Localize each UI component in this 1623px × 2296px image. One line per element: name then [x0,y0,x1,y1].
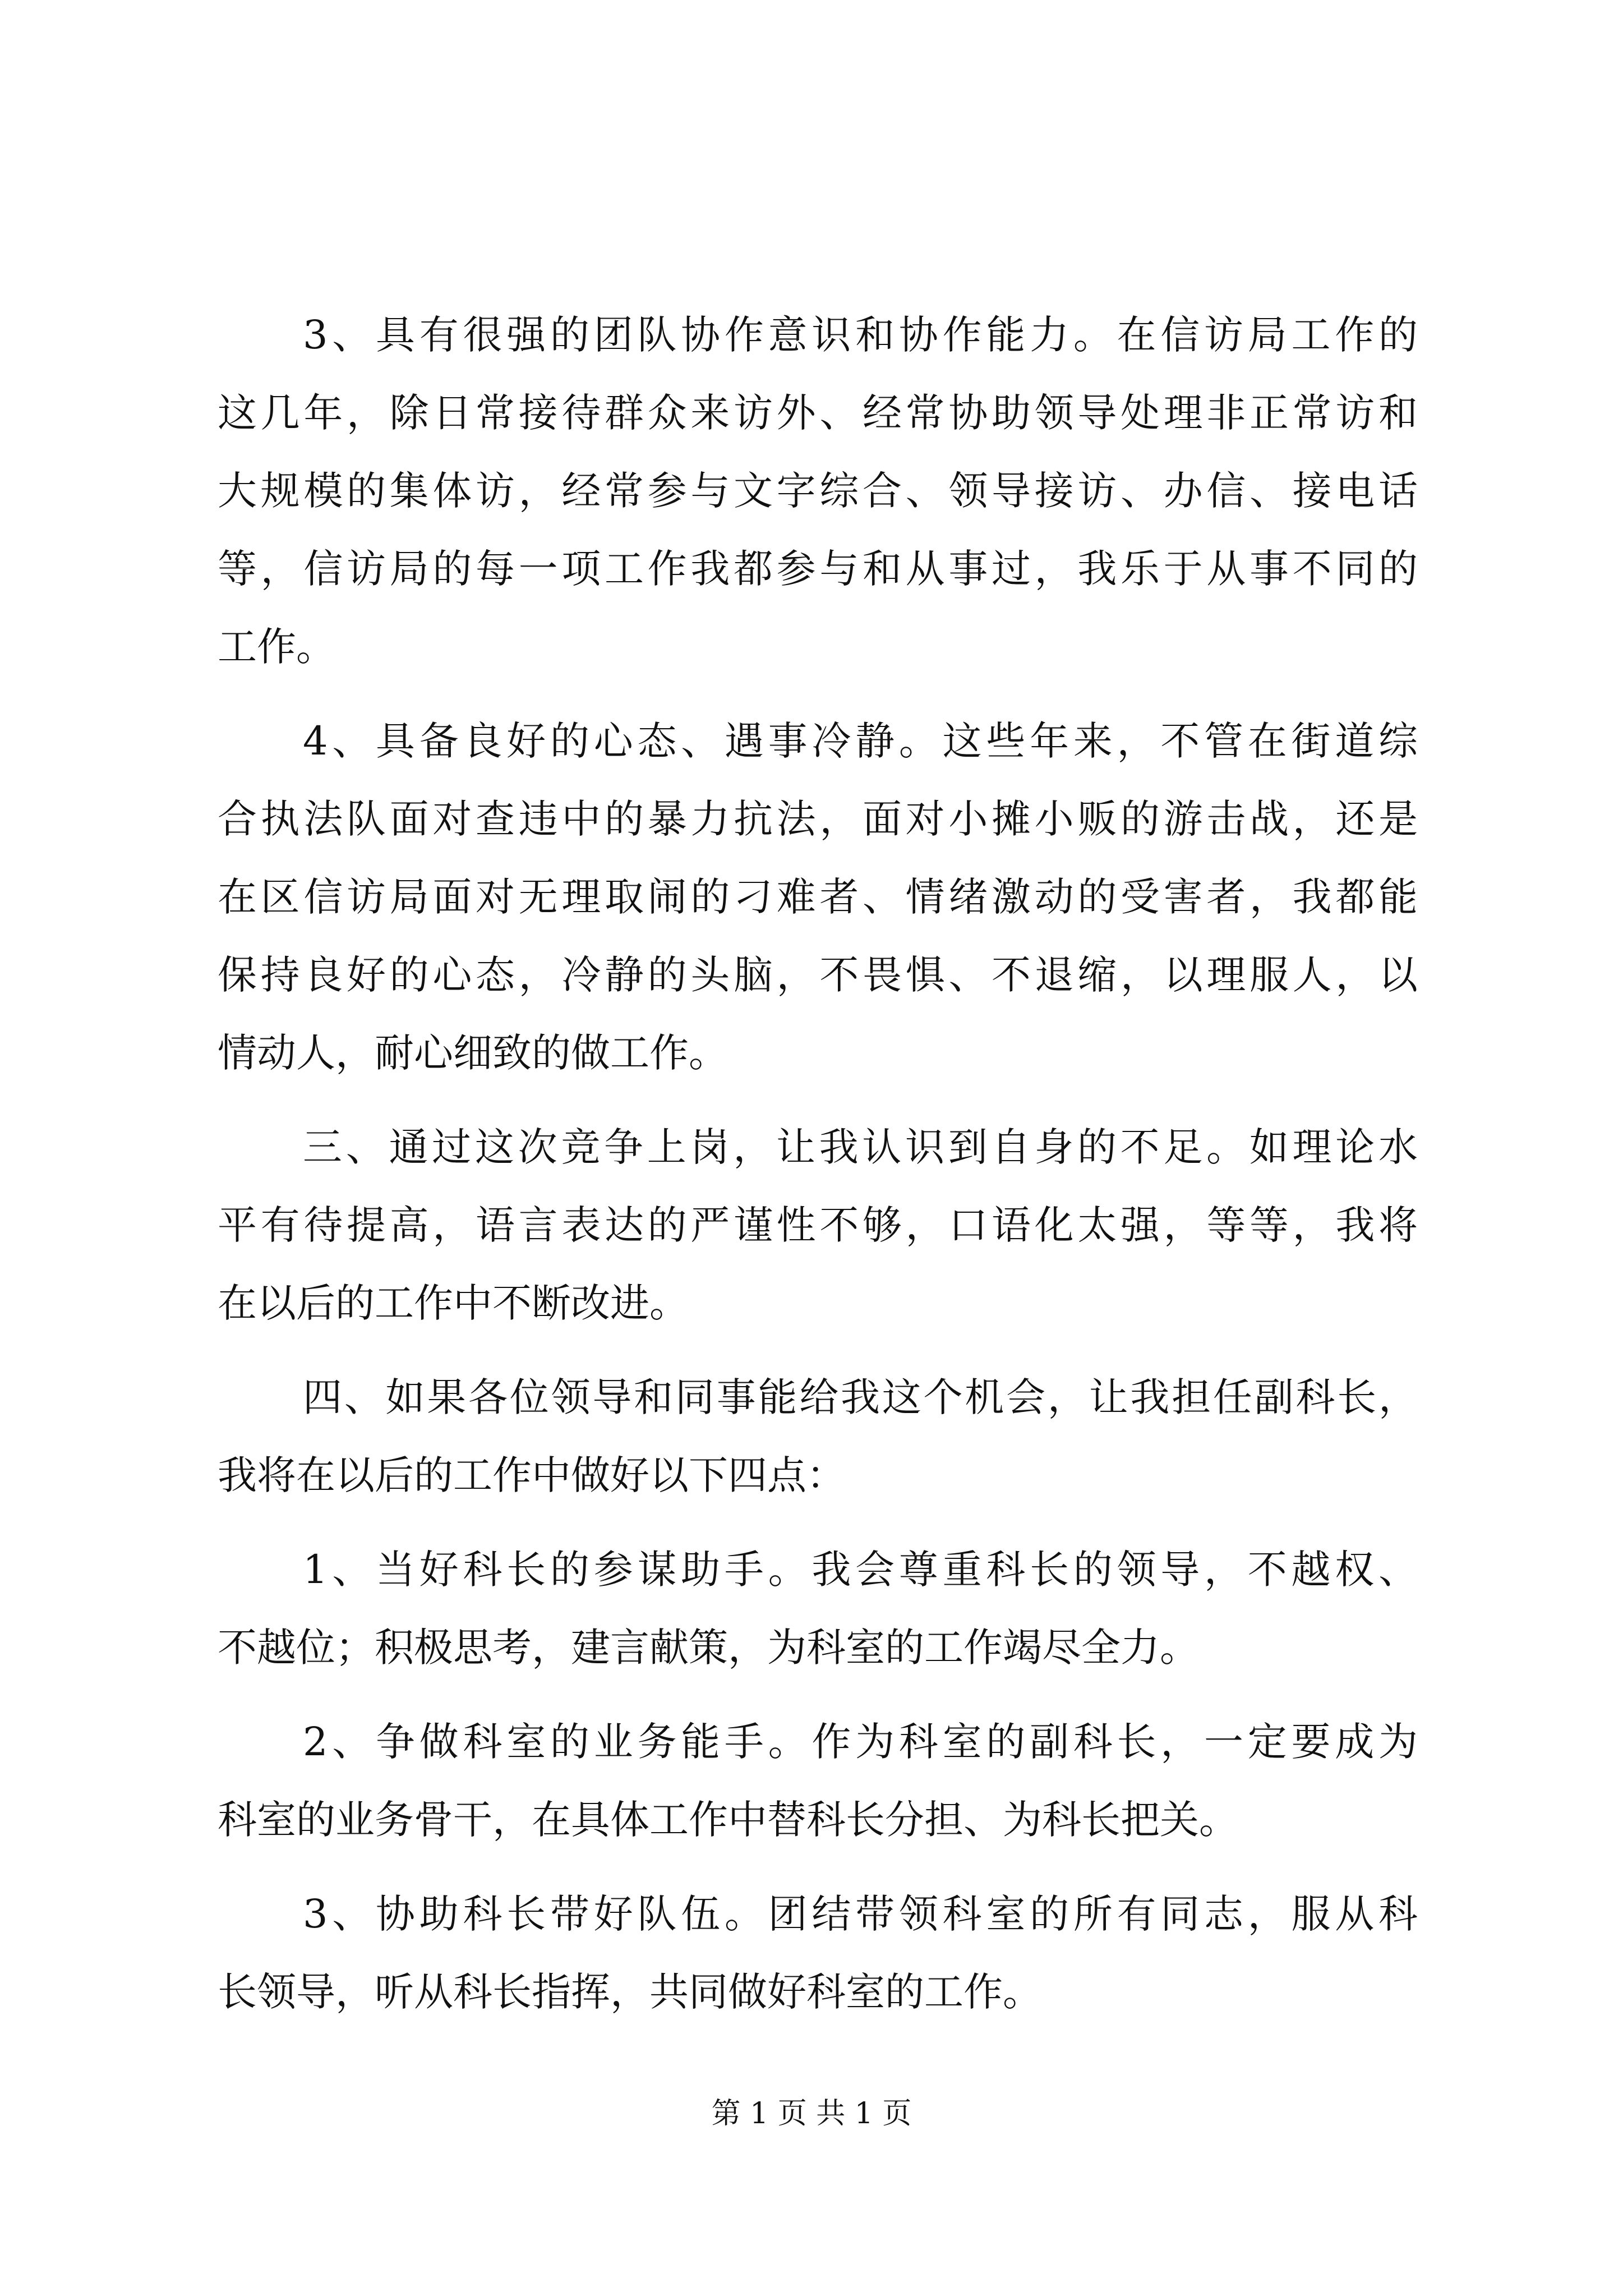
paragraph-line: 2、争做科室的业务能手。作为科室的副科长，一定要成为 [303,1719,1418,1765]
paragraph-line: 3、协助科长带好队伍。团结带领科室的所有同志，服从科 [303,1891,1418,1937]
paragraph-line: 等，信访局的每一项工作我都参与和从事过，我乐于从事不同的 [218,546,1418,592]
paragraph-line: 情动人，耐心细致的做工作。 [218,1030,728,1076]
paragraph-line: 四、如果各位领导和同事能给我这个机会，让我担任副科长， [303,1374,1418,1420]
paragraph-line: 三、通过这次竞争上岗，让我认识到自身的不足。如理论水 [303,1124,1418,1170]
paragraph-line: 这几年，除日常接待群众来访外、经常协助领导处理非正常访和 [218,390,1418,436]
paragraph-line: 3、具有很强的团队协作意识和协作能力。在信访局工作的 [303,312,1418,358]
paragraph-line: 我将在以后的工作中做好以下四点： [218,1452,846,1498]
paragraph-line: 保持良好的心态，冷静的头脑，不畏惧、不退缩，以理服人，以 [218,952,1418,998]
paragraph-line: 1、当好科长的参谋助手。我会尊重科长的领导，不越权、 [303,1547,1418,1593]
paragraph-line: 合执法队面对查违中的暴力抗法，面对小摊小贩的游击战，还是 [218,796,1418,842]
paragraph-line: 在区信访局面对无理取闹的刁难者、情绪激动的受害者，我都能 [218,874,1418,920]
paragraph-line: 不越位；积极思考，建言献策，为科室的工作竭尽全力。 [218,1625,1199,1671]
paragraph-line: 科室的业务骨干，在具体工作中替科长分担、为科长把关。 [218,1797,1238,1843]
paragraph-line: 4、具备良好的心态、遇事冷静。这些年来，不管在街道综 [303,718,1418,764]
paragraph-line: 大规模的集体访，经常参与文字综合、领导接访、办信、接电话 [218,468,1418,514]
paragraph-line: 在以后的工作中不断改进。 [218,1280,689,1326]
paragraph-line: 工作。 [218,624,335,670]
paragraph-line: 长领导，听从科长指挥，共同做好科室的工作。 [218,1969,1042,2015]
paragraph-line: 平有待提高，语言表达的严谨性不够，口语化太强，等等，我将 [218,1202,1418,1248]
page-footer: 第 1 页 共 1 页 [711,2097,912,2131]
